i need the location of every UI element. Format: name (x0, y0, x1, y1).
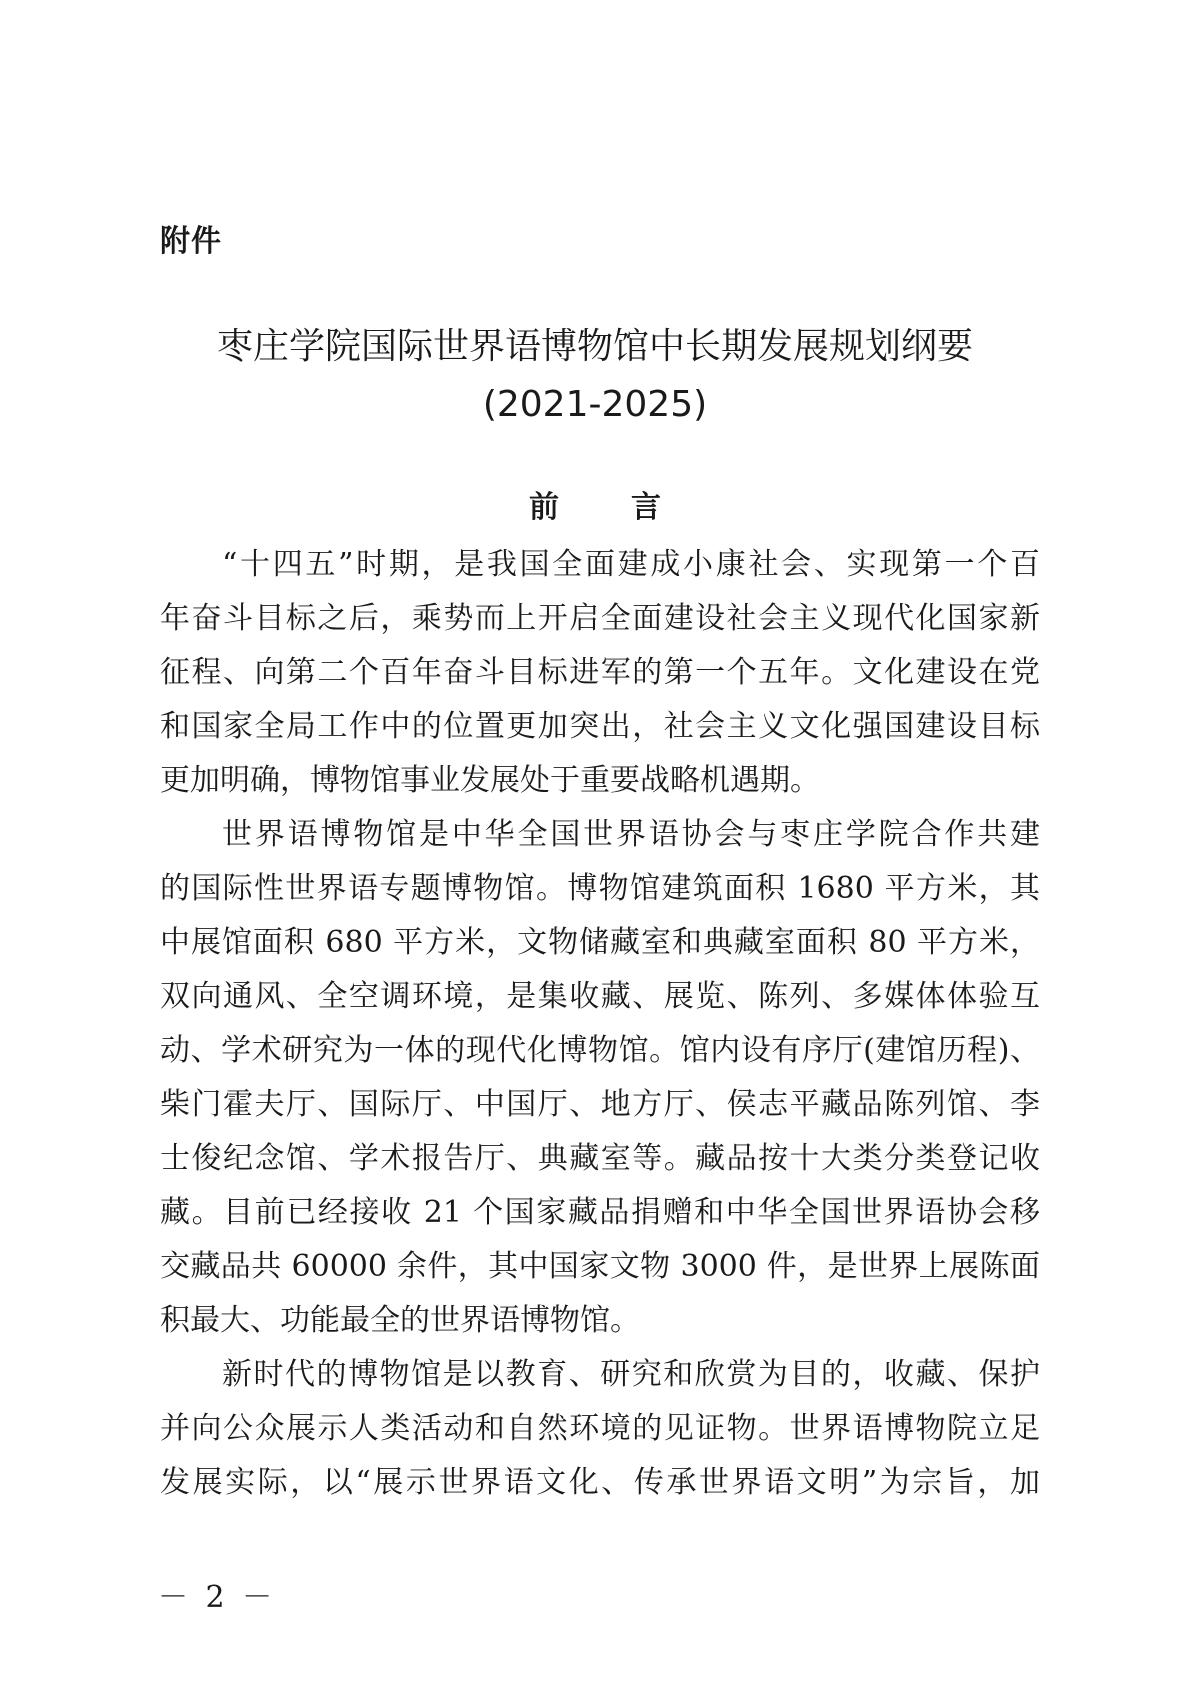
paragraph-3 (160, 1348, 1040, 1510)
text-line: 的国际性世界语专题博物馆。博物馆建筑面积 1680 平方米，其 (160, 871, 1040, 906)
text-line: 发展实际，以“展示世界语文化、传承世界语文明”为宗旨，加 (160, 1465, 1040, 1500)
paragraph-1 (160, 538, 1040, 808)
text-line: 并向公众展示人类活动和自然环境的见证物。世界语博物院立足 (160, 1411, 1040, 1446)
page-number: － 2 － (158, 1580, 277, 1615)
section-heading-preface: 前言 (529, 490, 733, 525)
text-line: 动、学术研究为一体的现代化博物馆。馆内设有序厅(建馆历程)、 (160, 1033, 1040, 1068)
text-line: “十四五”时期，是我国全面建成小康社会、实现第一个百 (222, 547, 1040, 582)
text-line: 新时代的博物馆是以教育、研究和欣赏为目的，收藏、保护 (222, 1357, 1040, 1392)
text-line: 士俊纪念馆、学术报告厅、典藏室等。藏品按十大类分类登记收 (160, 1141, 1040, 1176)
paragraph-2 (160, 808, 1040, 1348)
attachment-label: 附件 (160, 224, 222, 259)
text-line: 双向通风、全空调环境，是集收藏、展览、陈列、多媒体体验互 (160, 979, 1040, 1014)
text-line: 征程、向第二个百年奋斗目标进军的第一个五年。文化建设在党 (160, 655, 1040, 690)
text-line: 和国家全局工作中的位置更加突出，社会主义文化强国建设目标 (160, 709, 1040, 744)
text-line: 世界语博物馆是中华全国世界语协会与枣庄学院合作共建 (222, 817, 1040, 852)
text-line: 交藏品共 60000 余件，其中国家文物 3000 件，是世界上展陈面 (160, 1249, 1040, 1284)
document-title-line-2: (2021-2025) (482, 384, 708, 425)
text-line: 藏。目前已经接收 21 个国家藏品捐赠和中华全国世界语协会移 (160, 1195, 1040, 1230)
text-line: 年奋斗目标之后，乘势而上开启全面建设社会主义现代化国家新 (160, 601, 1040, 636)
text-line: 更加明确，博物馆事业发展处于重要战略机遇期。 (160, 763, 820, 798)
document-title-line-1: 枣庄学院国际世界语博物馆中长期发展规划纲要 (216, 326, 973, 367)
text-line: 中展馆面积 680 平方米，文物储藏室和典藏室面积 80 平方米， (160, 925, 1040, 960)
text-line: 柴门霍夫厅、国际厅、中国厅、地方厅、侯志平藏品陈列馆、李 (160, 1087, 1040, 1122)
document-title (0, 318, 1190, 434)
text-line: 积最大、功能最全的世界语博物馆。 (160, 1303, 640, 1338)
body-text (160, 538, 1040, 1510)
